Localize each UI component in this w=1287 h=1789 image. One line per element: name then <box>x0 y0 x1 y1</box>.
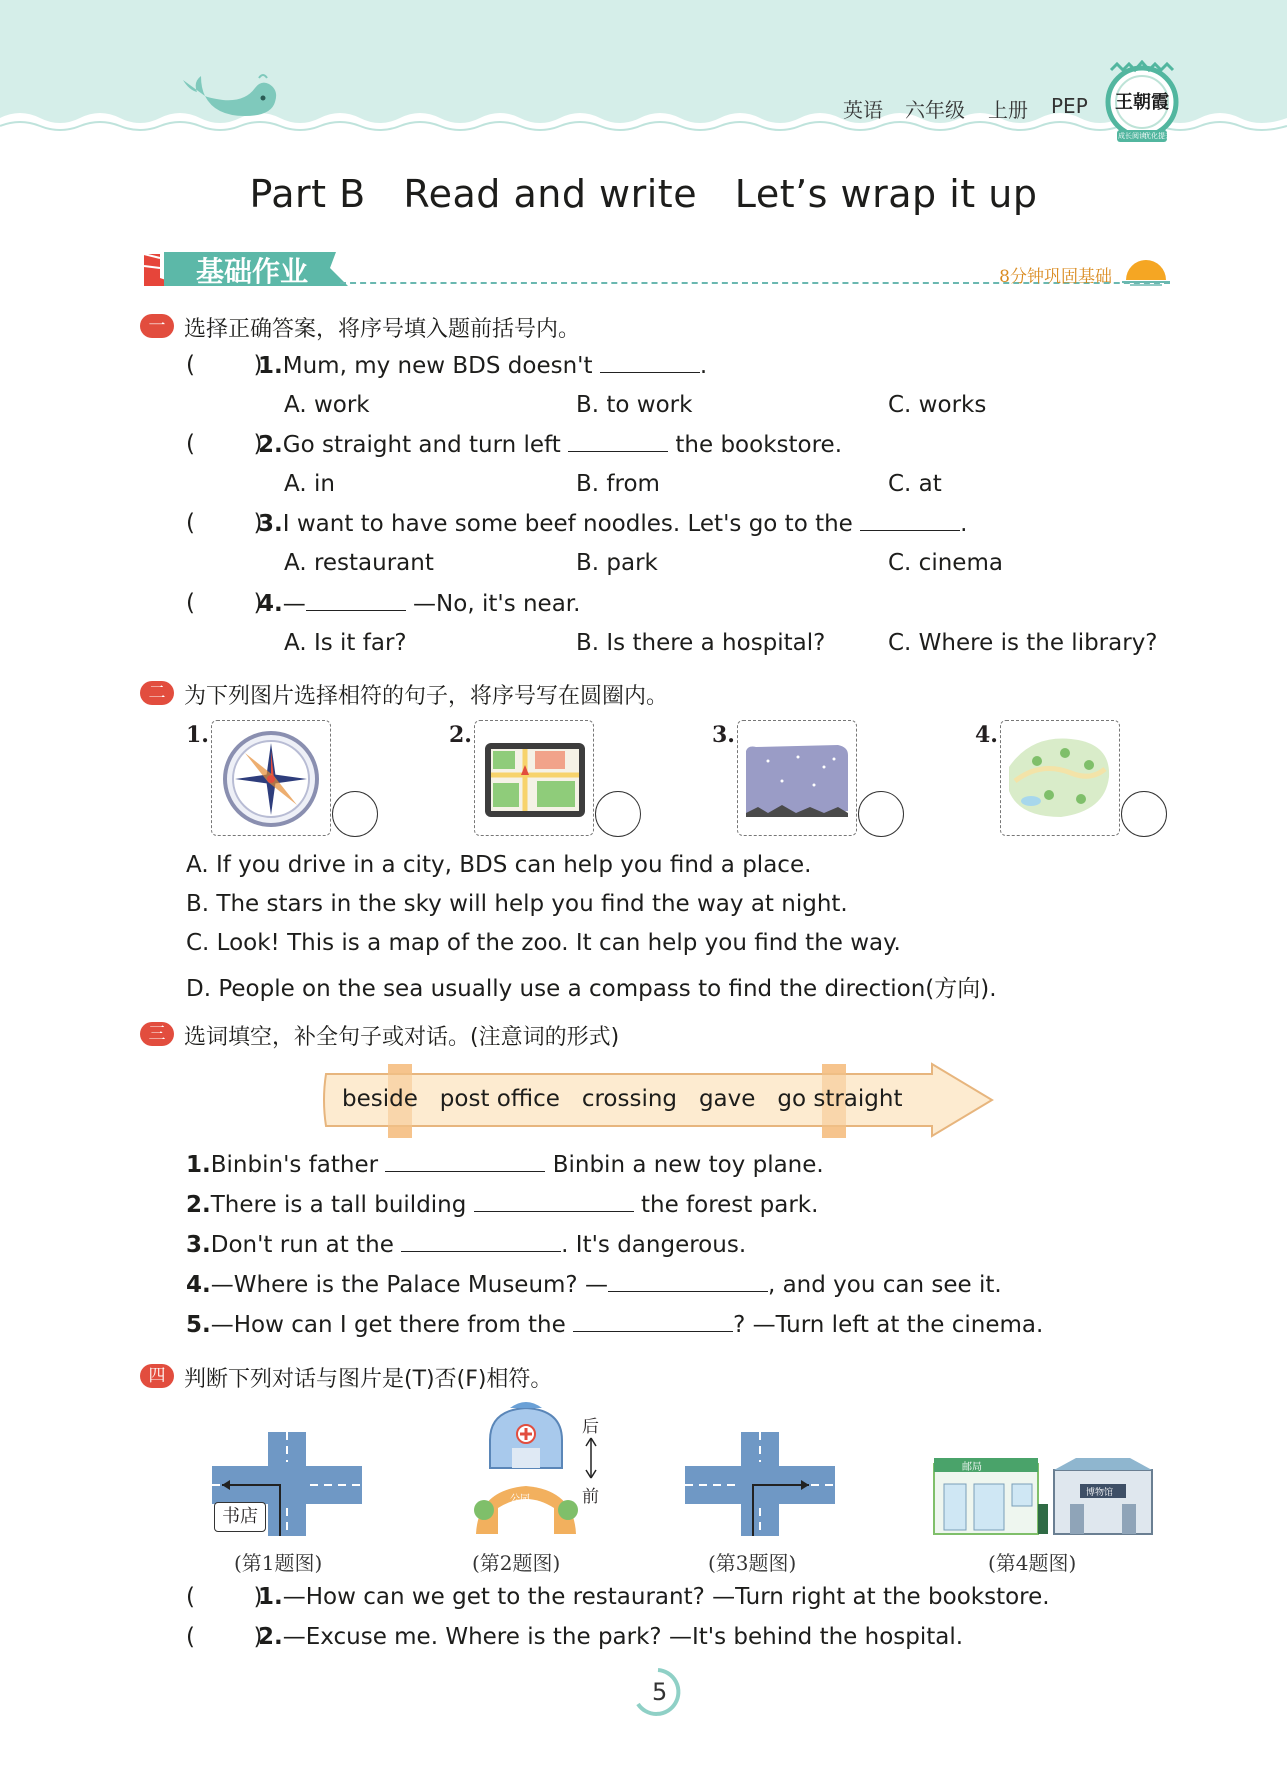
item-number: 2. <box>258 432 283 458</box>
q3-item-3 <box>186 1231 746 1258</box>
answer-circle[interactable] <box>858 791 904 837</box>
gps-map-icon <box>475 721 593 835</box>
direction-front: 前 <box>582 1487 599 1507</box>
answer-bracket[interactable]: ( ) <box>186 510 263 536</box>
logo-sub-right: 优化提升 <box>1144 132 1172 140</box>
fill-blank[interactable] <box>608 1271 768 1292</box>
item-text: Go straight and turn left <box>282 432 569 458</box>
picture-number: 3. <box>712 722 735 748</box>
picture-zoo-map <box>1000 720 1120 836</box>
item-number: 4. <box>258 591 283 617</box>
direction-arrow-icon <box>584 1436 598 1480</box>
q3-item-2 <box>186 1191 818 1218</box>
fill-blank[interactable] <box>474 1191 634 1212</box>
zoo-map-icon <box>1001 721 1119 835</box>
night-sky-icon <box>738 721 856 835</box>
section-label: 基础作业 <box>196 255 309 288</box>
bookstore-sign: 书店 <box>214 1502 266 1532</box>
fill-blank[interactable] <box>568 431 668 452</box>
option-c: C. at <box>888 471 942 497</box>
edition-label: PEP <box>1051 94 1088 118</box>
q1-badge: 一 <box>140 314 174 338</box>
hospital-park-figure <box>470 1400 582 1536</box>
grade-label: 六年级 <box>905 98 965 122</box>
item-text-after: ? —Turn left at the cinema. <box>733 1312 1044 1338</box>
item-text: —How can I get there from the <box>210 1312 574 1338</box>
option-c: C. cinema <box>888 550 1003 576</box>
item-number: 3. <box>258 511 283 537</box>
fill-blank[interactable] <box>385 1151 545 1172</box>
volume-label: 上册 <box>988 98 1028 122</box>
picture-compass <box>211 720 331 836</box>
page-title: Part B Read and write Let’s wrap it up <box>249 172 1038 216</box>
fill-blank[interactable] <box>860 510 960 531</box>
fill-blank[interactable] <box>401 1231 561 1252</box>
item-text: —How can we get to the restaurant? —Turn right at the bookstore. <box>282 1584 1050 1610</box>
answer-bracket[interactable]: ( ) <box>186 1584 263 1610</box>
q3-instruction: 选词填空，补全句子或对话。(注意词的形式) <box>184 1025 620 1050</box>
figure-caption-3: (第3题图) <box>708 1551 797 1575</box>
q1-item-2 <box>258 431 842 458</box>
logo-text: 王朝霞 <box>1115 92 1169 113</box>
museum-sign: 博物馆 <box>1086 1488 1114 1498</box>
figure-caption-1: (第1题图) <box>234 1551 323 1575</box>
sentence-c: C. Look! This is a map of the zoo. It can help you find the way. <box>186 930 901 956</box>
item-text: Mum, my new BDS doesn't <box>282 353 600 379</box>
item-text: Don't run at the <box>210 1232 402 1258</box>
picture-number: 4. <box>975 722 998 748</box>
picture-number: 1. <box>186 722 209 748</box>
answer-circle[interactable] <box>595 791 641 837</box>
item-text: —Excuse me. Where is the park? —It's behind the hospital. <box>282 1624 964 1650</box>
direction-back: 后 <box>582 1417 599 1437</box>
item-text-after: the bookstore. <box>668 432 843 458</box>
option-b: B. from <box>576 471 660 497</box>
q3-item-4 <box>186 1271 1002 1298</box>
item-text-after: —No, it's near. <box>405 591 581 617</box>
q2-instruction: 为下列图片选择相符的句子，将序号写在圆圈内。 <box>184 684 669 709</box>
item-number: 1. <box>258 353 283 379</box>
fill-blank[interactable] <box>573 1311 733 1332</box>
crossing-figure-3 <box>685 1432 835 1536</box>
item-number: 2. <box>186 1192 211 1218</box>
figure-caption-4: (第4题图) <box>988 1551 1077 1575</box>
item-number: 3. <box>186 1232 211 1258</box>
sunrise-icon <box>1120 254 1172 286</box>
compass-icon <box>212 721 330 835</box>
item-text-after: Binbin a new toy plane. <box>545 1152 824 1178</box>
answer-circle[interactable] <box>332 791 378 837</box>
item-number: 5. <box>186 1312 211 1338</box>
sentence-a: A. If you drive in a city, BDS can help you find a place. <box>186 852 812 878</box>
item-text-after: . It's dangerous. <box>561 1232 747 1258</box>
park-sign: 公园 <box>510 1494 530 1505</box>
q2-badge: 二 <box>140 681 174 705</box>
item-number: 1. <box>186 1152 211 1178</box>
q4-item-1 <box>258 1584 1050 1610</box>
item-text-after: . <box>699 353 708 379</box>
item-text: Binbin's father <box>210 1152 386 1178</box>
logo-sub-left: 成长阅读 <box>1118 132 1146 140</box>
item-text-after: . <box>960 511 968 537</box>
option-b: B. to work <box>576 392 693 418</box>
fill-blank[interactable] <box>306 590 406 611</box>
sentence-d: D. People on the sea usually use a compass to find the direction(方向). <box>186 976 997 1002</box>
q4-item-2 <box>258 1624 963 1650</box>
option-c: C. works <box>888 392 987 418</box>
q4-badge: 四 <box>140 1364 174 1388</box>
page-number: 5 <box>652 1678 668 1706</box>
answer-bracket[interactable]: ( ) <box>186 1624 263 1650</box>
option-c: C. Where is the library? <box>888 630 1158 656</box>
item-text: — <box>282 591 306 617</box>
time-note: 8分钟巩固基础 <box>999 267 1112 287</box>
item-number: 2. <box>258 1624 283 1650</box>
option-a: A. restaurant <box>284 550 434 576</box>
answer-circle[interactable] <box>1121 791 1167 837</box>
q3-item-5 <box>186 1311 1043 1338</box>
picture-night-sky <box>737 720 857 836</box>
option-a: A. Is it far? <box>284 630 407 656</box>
item-text: I want to have some beef noodles. Let's go to the <box>282 511 861 537</box>
whale-icon <box>175 72 285 132</box>
post-office-sign: 邮局 <box>962 1462 982 1473</box>
item-text-after: , and you can see it. <box>767 1272 1002 1298</box>
sentence-b: B. The stars in the sky will help you find the way at night. <box>186 891 848 917</box>
item-number: 4. <box>186 1272 211 1298</box>
fill-blank[interactable] <box>600 352 700 373</box>
option-b: B. Is there a hospital? <box>576 630 826 656</box>
q4-instruction: 判断下列对话与图片是(T)否(F)相符。 <box>184 1367 553 1392</box>
item-number: 1. <box>258 1584 283 1610</box>
q1-item-3 <box>258 510 967 537</box>
item-text: —Where is the Palace Museum? — <box>210 1272 608 1298</box>
answer-bracket[interactable]: ( ) <box>186 431 263 457</box>
subject-label: 英语 <box>843 98 883 122</box>
q1-instruction: 选择正确答案，将序号填入题前括号内。 <box>184 317 581 342</box>
item-text-after: the forest park. <box>633 1192 819 1218</box>
q3-item-1 <box>186 1151 824 1178</box>
picture-number: 2. <box>449 722 472 748</box>
q3-badge: 三 <box>140 1022 174 1046</box>
figure-caption-2: (第2题图) <box>472 1551 561 1575</box>
option-a: A. work <box>284 392 370 418</box>
q1-item-4 <box>258 590 580 617</box>
q1-item-1 <box>258 352 707 379</box>
picture-gps <box>474 720 594 836</box>
answer-bracket[interactable]: ( ) <box>186 590 263 616</box>
brand-logo <box>1103 60 1181 146</box>
option-b: B. park <box>576 550 658 576</box>
word-bank: beside post office crossing gave go straight <box>342 1086 903 1112</box>
answer-bracket[interactable]: ( ) <box>186 352 263 378</box>
option-a: A. in <box>284 471 335 497</box>
item-text: There is a tall building <box>210 1192 474 1218</box>
